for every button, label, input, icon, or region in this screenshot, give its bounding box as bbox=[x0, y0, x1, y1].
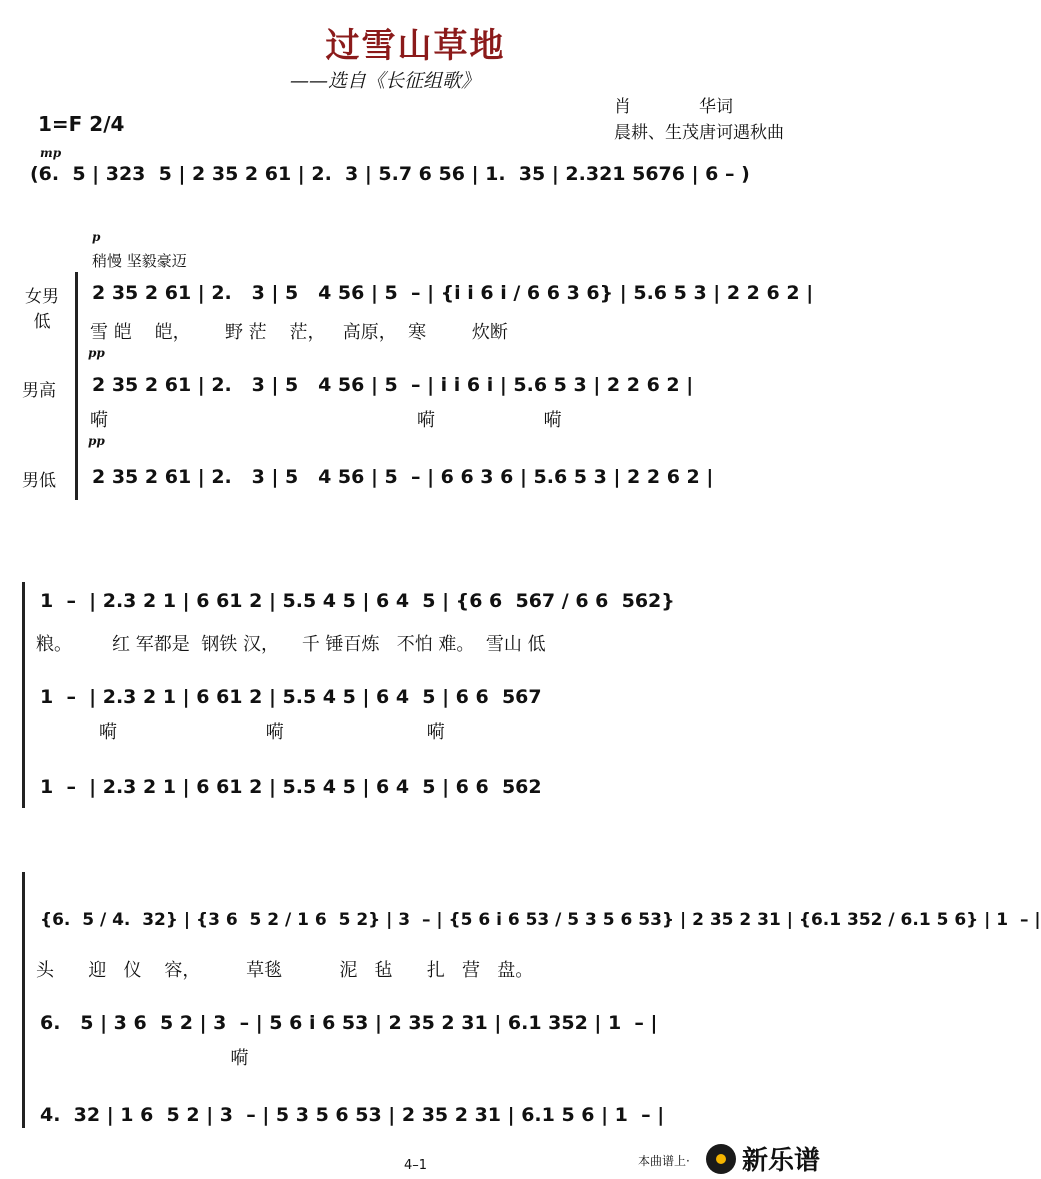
tempo-marking: 稍慢 坚毅豪迈 bbox=[92, 252, 187, 270]
brand-logo bbox=[706, 1140, 820, 1177]
song-title: 过雪山草地 bbox=[325, 26, 506, 66]
part-label-1: 女男低 bbox=[25, 287, 59, 332]
intro-line: (6. 5 | 323 5 | 2 35 2 61 | 2. 3 | 5.7 6 56 | 1. 35 | 2.321 5676 | 6 – ) bbox=[30, 163, 750, 185]
sys3-part3: 4. 32 | 1 6 5 2 | 3 – | 5 3 5 6 53 | 2 35 2 31 | 6.1 5 6 | 1 – | bbox=[40, 1104, 665, 1126]
record-icon bbox=[706, 1144, 736, 1174]
sys3-part2: 6. 5 | 3 6 5 2 | 3 – | 5 6 i 6 53 | 2 35 2 31 | 6.1 352 | 1 – | bbox=[40, 1012, 658, 1034]
sys1-part3: 2 35 2 61 | 2. 3 | 5 4 56 | 5 – | 6 6 3 6 | 5.6 5 3 | 2 2 6 2 | bbox=[92, 466, 714, 488]
footer-note: 本曲谱上· bbox=[638, 1154, 690, 1168]
dynamic-p: p bbox=[92, 230, 101, 244]
dynamic-pp-2: pp bbox=[88, 434, 105, 448]
sys2-lyrics1: 粮。 红 军都是 钢铁 汉， 千 锤百炼 不怕 难。 雪山 低 bbox=[36, 634, 546, 655]
lyricist-credit: 肖 华词 bbox=[614, 97, 733, 117]
brand-name: 新乐谱 bbox=[742, 1146, 821, 1176]
sys3-part1: {6. 5 / 4. 32} | {3 6 5 2 / 1 6 5 2} | 3 – | {5 6 i 6 53 / 5 3 5 6 53} | 2 35 2 31 | {6.1 352 / 6.1 5 6} | 1 – | bbox=[40, 910, 1041, 930]
sys1-part1: 2 35 2 61 | 2. 3 | 5 4 56 | 5 – | {i i 6 i / 6 6 3 6} | 5.6 5 3 | 2 2 6 2 | bbox=[92, 282, 814, 304]
system-bracket-3 bbox=[22, 872, 25, 1128]
sys1-part2: 2 35 2 61 | 2. 3 | 5 4 56 | 5 – | i i 6 i | 5.6 5 3 | 2 2 6 2 | bbox=[92, 374, 694, 396]
part-label-2: 男高 bbox=[22, 381, 56, 401]
sys1-lyrics2: 嗬 嗬 嗬 bbox=[90, 410, 562, 431]
dynamic-pp-1: pp bbox=[88, 346, 105, 360]
sys2-part3: 1 – | 2.3 2 1 | 6 61 2 | 5.5 4 5 | 6 4 5 | 6 6 562 bbox=[40, 776, 542, 798]
sys2-part1: 1 – | 2.3 2 1 | 6 61 2 | 5.5 4 5 | 6 4 5 | {6 6 567 / 6 6 562} bbox=[40, 590, 675, 612]
sys3-lyrics1: 头 迎 仪 容， 草毯 泥 毡 扎 营 盘。 bbox=[36, 960, 534, 981]
sys2-lyrics2: 嗬 嗬 嗬 bbox=[36, 722, 445, 743]
part-label-3: 男低 bbox=[22, 471, 56, 491]
key-signature: 1=F 2/4 bbox=[38, 112, 125, 136]
dynamic-intro: mp bbox=[40, 146, 62, 160]
sys2-part2: 1 – | 2.3 2 1 | 6 61 2 | 5.5 4 5 | 6 4 5 | 6 6 567 bbox=[40, 686, 542, 708]
composer-credit: 晨耕、生茂唐诃遇秋曲 bbox=[614, 123, 784, 143]
sys1-lyrics1: 雪 皑 皑， 野 茫 茫， 高原， 寒 炊断 bbox=[90, 322, 508, 343]
system-bracket-2 bbox=[22, 582, 25, 808]
system-bracket bbox=[75, 272, 78, 500]
song-subtitle: ——选自《长征组歌》 bbox=[290, 70, 481, 92]
page-number: 4–1 bbox=[404, 1158, 428, 1173]
sys3-lyrics2: 嗬 bbox=[36, 1048, 249, 1069]
